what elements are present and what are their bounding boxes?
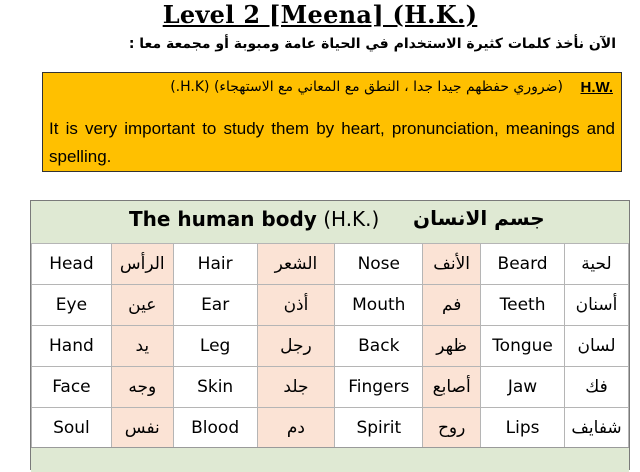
page-title: Level 2 [Meena] (H.K.): [162, 0, 478, 29]
table-title-hk: (H.K.): [323, 207, 380, 231]
page-subtitle: الآن نأخذ كلمات كثيرة الاستخدام في الحياة عامة ومبوبة أو مجمعة معا :: [128, 36, 616, 52]
title-bar: [0, 0, 640, 30]
word-english: Lips: [481, 408, 565, 449]
word-arabic: رجل: [257, 326, 335, 367]
homework-box: [42, 72, 622, 172]
word-english: Beard: [481, 244, 565, 285]
word-arabic: جلد: [257, 367, 335, 408]
word-arabic: لحية: [564, 244, 628, 285]
word-arabic: عين: [111, 285, 173, 326]
word-english: Teeth: [481, 285, 565, 326]
word-english: Eye: [32, 285, 112, 326]
word-arabic: الشعر: [257, 244, 335, 285]
word-arabic: لسان: [564, 326, 628, 367]
word-arabic: روح: [423, 408, 481, 449]
word-english: Mouth: [335, 285, 423, 326]
table-title-ar: جسم الانسان: [413, 206, 545, 230]
word-english: Fingers: [335, 367, 423, 408]
homework-tag: H.W.: [580, 79, 613, 96]
table-row: [32, 367, 629, 408]
word-english: Hand: [32, 326, 112, 367]
word-english: Skin: [173, 367, 257, 408]
word-english: Leg: [173, 326, 257, 367]
table-row: [32, 285, 629, 326]
vocabulary-table: [30, 200, 630, 470]
word-english: Back: [335, 326, 423, 367]
word-arabic: دم: [257, 408, 335, 449]
table-title: [129, 207, 379, 231]
word-arabic: فم: [423, 285, 481, 326]
word-english: Jaw: [481, 367, 565, 408]
vocabulary-grid: [31, 243, 629, 449]
homework-line: [51, 77, 613, 101]
word-arabic: الأنف: [423, 244, 481, 285]
word-arabic: أصابع: [423, 367, 481, 408]
word-english: Tongue: [481, 326, 565, 367]
word-english: Nose: [335, 244, 423, 285]
word-english: Face: [32, 367, 112, 408]
word-arabic: الرأس: [111, 244, 173, 285]
word-english: Head: [32, 244, 112, 285]
word-arabic: ظهر: [423, 326, 481, 367]
homework-english-note: It is very important to study them by heart, pronunciation, meanings and spelling.: [49, 119, 615, 166]
word-english: Ear: [173, 285, 257, 326]
word-arabic: يد: [111, 326, 173, 367]
word-arabic: نفس: [111, 408, 173, 449]
table-header: [31, 201, 629, 244]
table-row: [32, 326, 629, 367]
word-english: Blood: [173, 408, 257, 449]
word-arabic: فك: [564, 367, 628, 408]
word-arabic: شفايف: [564, 408, 628, 449]
word-english: Soul: [32, 408, 112, 449]
table-row: [32, 408, 629, 449]
table-row: [32, 244, 629, 285]
word-english: Spirit: [335, 408, 423, 449]
word-arabic: أذن: [257, 285, 335, 326]
word-arabic: وجه: [111, 367, 173, 408]
homework-arabic-note: (ضروري حفظهم جيدا جدا ، النطق مع المعاني مع الاستهجاء) (H.K.): [170, 79, 563, 95]
word-english: Hair: [173, 244, 257, 285]
word-arabic: أسنان: [564, 285, 628, 326]
table-title-en: The human body: [129, 207, 317, 231]
